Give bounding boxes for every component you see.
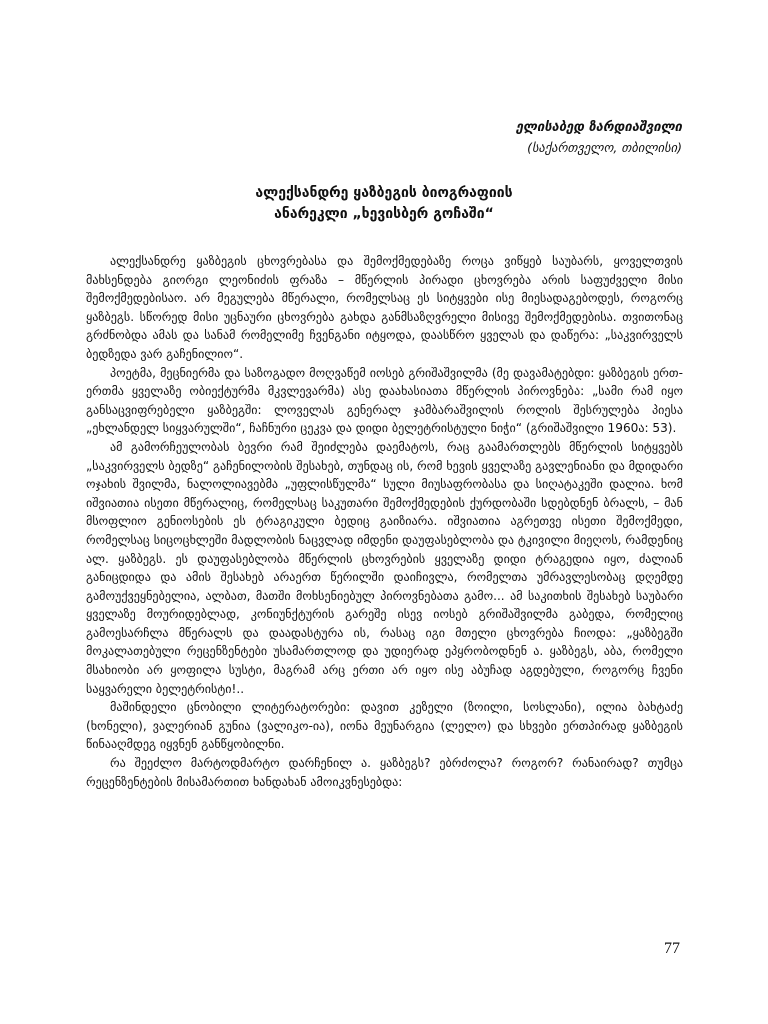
author-block — [516, 118, 682, 157]
author-location: (საქართველო, თბილისი) — [527, 140, 682, 155]
paragraph: ალექსანდრე ყაზბეგის ცხოვრებასა და შემოქმედებაზე როცა ვიწყებ საუბარს, ყოველთვის მახსენდება გიორგი ლეონიძის ფრაზა – მწერლის პირადი ცხოვრება არის საფუძველი მისი შემოქმედებისაო. არ მეგულება მწერალი, რომელსაც ეს სიტყვები ისე მიესადაგებოდეს, როგორც ყაზბეგს. სწორედ მისი უცნაური ცხოვრება გახდა განმსაზღვრელი მისივე შემოქმედებისა. თვითონაც გრძნობდა ამას და სანამ რომელიმე ჩვენგანი იტყოდა, დაასწრო ყველას და დაწერა: „საკვირველს ბედზედა ვარ გაჩენილიო“. — [86, 254, 683, 361]
article-title — [86, 183, 682, 225]
paragraph: პოეტმა, მეცნიერმა და საზოგადო მოღვაწემ იოსებ გრიშაშვილმა (მე დავამატებდი: ყაზბეგის ერთ-ერთმა ყველაზე ობიექტურმა მკვლევარმა) ასე დაახასიათა მწერლის პიროვნება: „სამი რამ იყო განსაცვიფრებელი ყაზბეგში: ლოველას გენერალ ჯამბარაშვილის როლის შესრულება პიესა „ეხლანდელ სიყვარულში“, ჩაჩნური ცეკვა და დიდი ბელეტრისტული ნიჭი“ (გრიშაშვილი 1960ა: 53). — [86, 365, 683, 436]
paragraph: ამ გამორჩეულობას ბევრი რამ შეიძლება დაემატოს, რაც გაამართლებს მწერლის სიტყვებს „საკვირველს ბედზე“ გაჩენილობის შესახებ, თუნდაც ის, რომ ხევის ყველაზე გავლენიანი და მდიდარი ოჯახის შვილმა, ნალოლიავებმა „უფლისწულმა“ სული მიუსაფრობასა და სიღატაკეში დალია. ხომ იშვიათია ისეთი მწერალიც, რომელსაც საკუთარი შემოქმედების ქურდობაში სდებდნენ ბრალს, – მან მსოფლიო გენიოსების ეს ტრაგიკული ბედიც გაიზიარა. იშვიათია აგრეთვე ისეთი შემოქმედი, რომელსაც სიცოცხლეში მადლობის ნაცვლად იმდენი დაუფასებლობა და ტკივილი მიეღოს, რამდენიც ალ. ყაზბეგს. ეს დაუფასებლობა მწერლის ცხოვრების ყველაზე დიდი ტრაგედია იყო, ძალიან განიცდიდა და ამის შესახებ არაერთ წერილში დაიჩივლა, რომელთა უმრავლესობაც დღემდე გამოუქვეყნებელია, ალბათ, მათში მოხსენიებულ პიროვნებათა გამო... ამ საკითხის შესახებ საუბარი ყველაზე მოურიდებლად, კონიუნქტურის გარეშე ისევ იოსებ გრიშაშვილმა გაბედა, რომელიც გამოესარჩლა მწერალს და დაადასტურა ის, რასაც იგი მთელი ცხოვრება ჩიოდა: „ყაზბეგში მოკალათებული რეცენზენტები უსამართლოდ და უდიერად ეპყრობოდნენ ა. ყაზბეგს, აბა, რომელი მსახიობი არ ყოფილა სუსტი, მაგრამ არც ერთი არ იყო ისე აბუჩად აგდებული, როგორც ჩვენი საყვარელი ბელეტრისტი!.. — [86, 439, 683, 696]
author-name: ელისაბედ ზარდიაშვილი — [515, 120, 682, 135]
paragraph: მაშინდელი ცნობილი ლიტერატორები: დავით კეზელი (ზოილი, სოსლანი), ილია ბახტაძე (ხონელი), ვალერიან გუნია (ვალიკო-ია), იონა მეუნარგია (ლელო) და სხვები ერთპირად ყაზბეგის წინააღმდეგ იყვნენ განწყობილნი. — [86, 700, 683, 752]
paragraph: რა შეეძლო მარტოდმარტო დარჩენილ ა. ყაზბეგს? ებრძოლა? როგორ? რანაირად? თუმცა რეცენზენტების მისამართით ხანდახან ამოიკვნესებდა: — [86, 756, 683, 789]
title-line-1: ალექსანდრე ყაზბეგის ბიოგრაფიის — [255, 185, 513, 201]
article-body — [86, 252, 683, 791]
title-line-2: ანარეკლი „ხევისბერ გოჩაში“ — [274, 206, 494, 222]
page-number: 77 — [664, 940, 680, 957]
